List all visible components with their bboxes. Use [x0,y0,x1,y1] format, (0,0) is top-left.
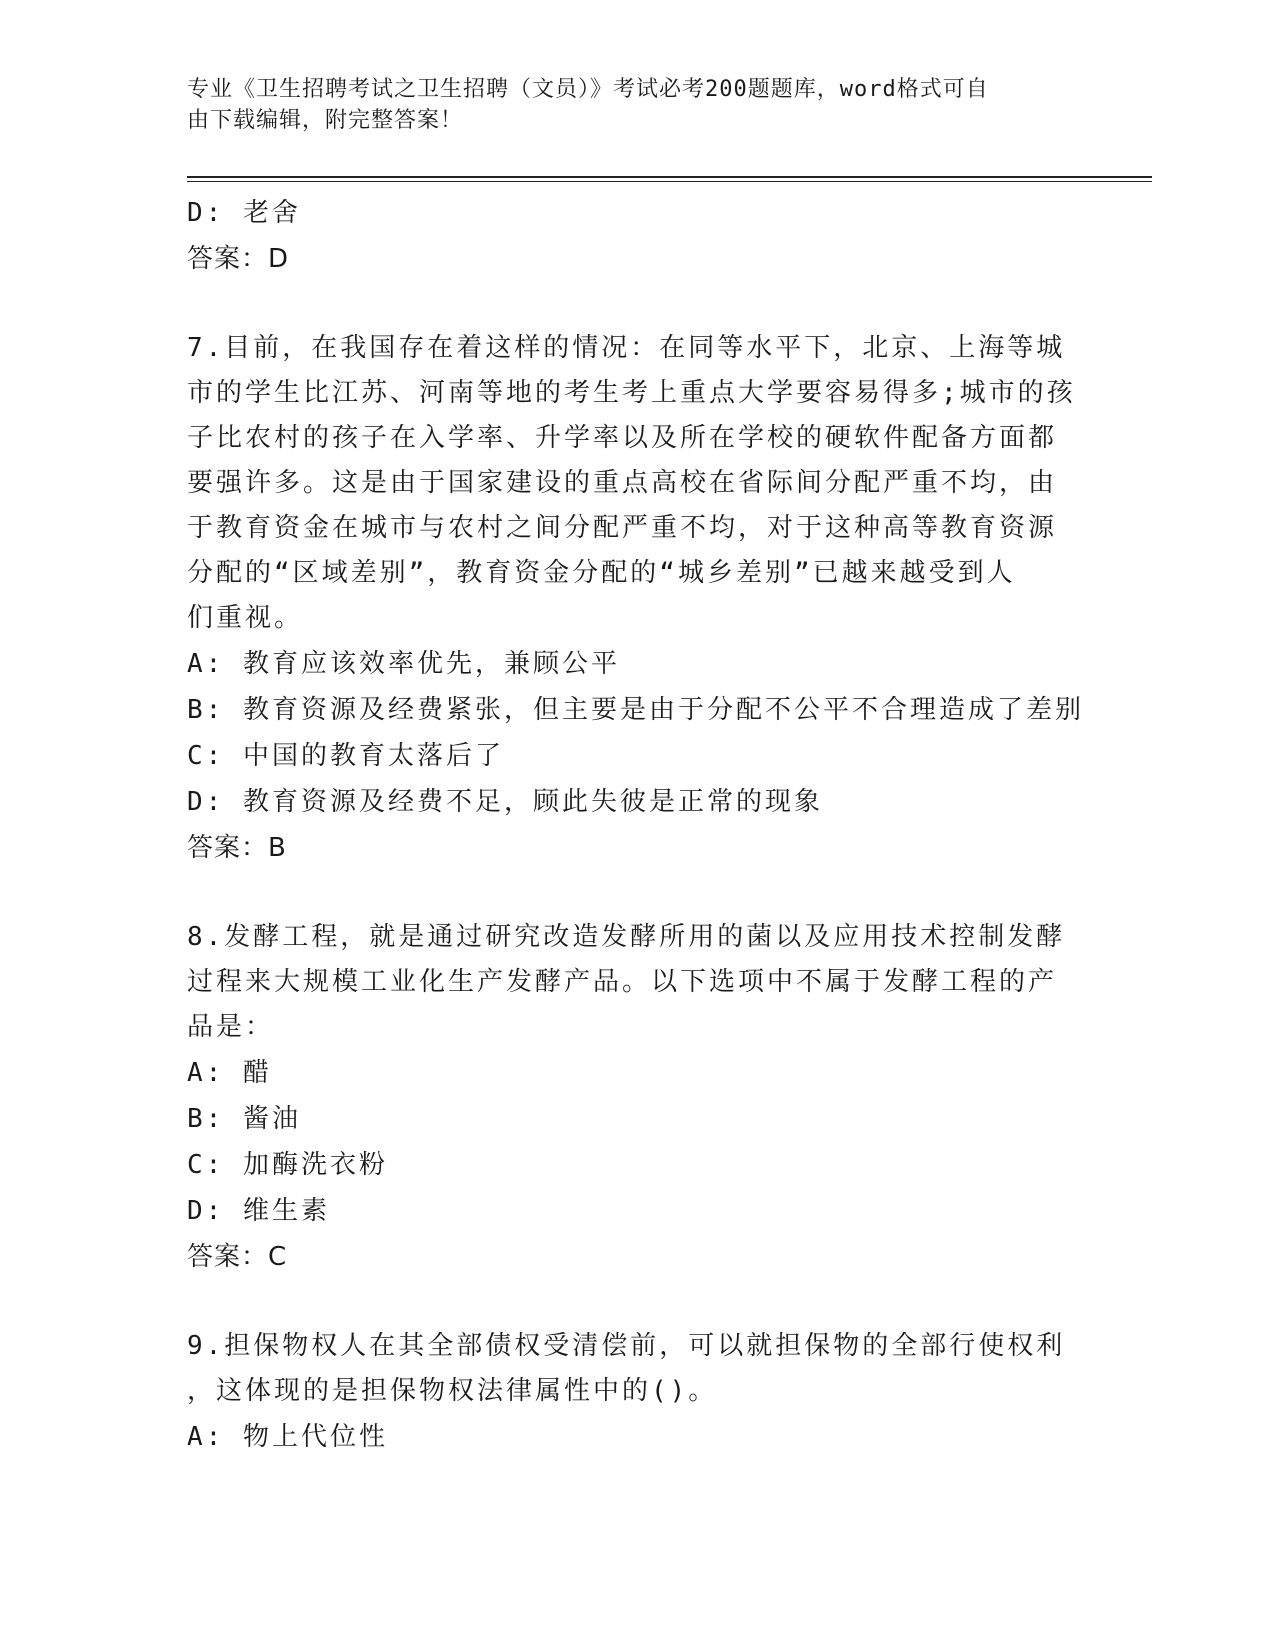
q8-option-a: A: 醋 [187,1058,272,1088]
q7-option-c: C: 中国的教育太落后了 [187,741,504,771]
header-title-line-1: 专业《卫生招聘考试之卫生招聘（文员）》考试必考200题题库，word格式可自 [187,77,989,102]
page-header [187,74,1067,136]
q6-answer: 答案：D [187,244,290,274]
q7-option-b: B: 教育资源及经费紧张，但主要是由于分配不公平不合理造成了差别 [187,695,1084,725]
q7-stem-line: 分配的“区域差别”，教育资金分配的“城乡差别”已越来越受到人 [187,558,1016,588]
header-title-line-2: 由下载编辑，附完整答案！ [187,108,464,133]
q9-stem-line: 9.担保物权人在其全部债权受清偿前，可以就担保物的全部行使权利 [187,1331,1066,1361]
q7-stem-line: 要强许多。这是由于国家建设的重点高校在省际间分配严重不均，由 [187,468,1058,498]
q8-stem-line: 8.发酵工程，就是通过研究改造发酵所用的菌以及应用技术控制发酵 [187,922,1066,952]
header-divider-thin [187,181,1152,182]
q7-stem-line: 于教育资金在城市与农村之间分配严重不均，对于这种高等教育资源 [187,513,1058,543]
q9-stem-line: ，这体现的是担保物权法律属性中的()。 [187,1376,718,1406]
q8-option-c: C: 加酶洗衣粉 [187,1150,388,1180]
header-divider-thick [187,176,1152,178]
q8-answer: 答案：C [187,1242,288,1272]
q8-stem [187,915,1087,1050]
q8-option-b: B: 酱油 [187,1104,301,1134]
q7-option-d: D: 教育资源及经费不足，顾此失彼是正常的现象 [187,787,823,817]
q8-stem-line: 过程来大规模工业化生产发酵产品。以下选项中不属于发酵工程的产 [187,967,1058,997]
q7-option-a: A: 教育应该效率优先，兼顾公平 [187,649,620,679]
q9-option-a: A: 物上代位性 [187,1422,388,1452]
q7-stem-line: 7.目前，在我国存在着这样的情况：在同等水平下，北京、上海等城 [187,333,1066,363]
q7-stem-line: 市的学生比江苏、河南等地的考生考上重点大学要容易得多;城市的孩 [187,378,1076,408]
question-7 [187,326,1087,871]
question-6-tail [187,190,1087,282]
q7-stem [187,326,1087,641]
q6-option-d: D: 老舍 [187,198,301,228]
q8-option-d: D: 维生素 [187,1196,330,1226]
question-8 [187,915,1087,1280]
question-9 [187,1324,1087,1460]
q7-answer: 答案：B [187,833,287,863]
q7-stem-line: 们重视。 [187,603,304,633]
q7-stem-line: 子比农村的孩子在入学率、升学率以及所在学校的硬软件配备方面都 [187,423,1058,453]
document-body [187,190,1087,1460]
q8-stem-line: 品是： [187,1012,275,1042]
q9-stem [187,1324,1087,1414]
